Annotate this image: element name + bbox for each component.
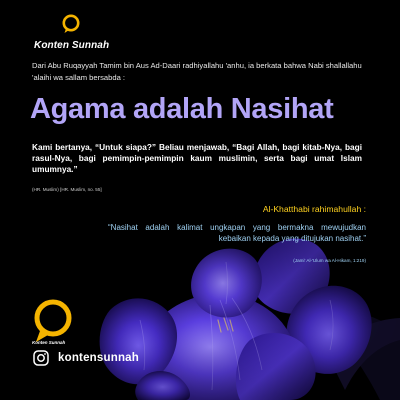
headline-title: Agama adalah Nasihat — [30, 93, 334, 125]
brand-name: Konten Sunnah — [34, 40, 110, 51]
quote-reference: (Jami' Al-'Ulum wa Al-Hikam, 1:219) — [293, 258, 366, 263]
instagram-icon — [33, 350, 49, 366]
hadith-intro: Dari Abu Ruqayyah Tamim bin Aus Ad-Daari radhiyallahu 'anhu, ia berkata bahwa Nabi shallallahu 'alaihi wa sallam bersabda : — [32, 61, 362, 82]
brand-logo-top — [34, 14, 114, 56]
hadith-reference: (HR. Muslim) [HR. Muslim, no. 55] — [32, 187, 102, 192]
social-handle[interactable] — [33, 349, 139, 367]
speech-bubble-icon — [61, 14, 81, 34]
speech-bubble-icon — [30, 298, 76, 344]
hadith-text: Kami bertanya, “Untuk siapa?” Beliau menjawab, “Bagi Allah, bagi kitab-Nya, bagi rasul-Nya, bagi pemimpin-pemimpin kaum muslimin, serta bagi umat Islam umumnya.” — [32, 142, 362, 174]
brand-name-small: Konten Sunnah — [32, 340, 66, 345]
scholar-name: Al-Khatthabi rahimahullah : — [262, 204, 366, 214]
brand-logo-bottom — [30, 298, 90, 348]
scholar-quote: “Nasihat adalah kalimat ungkapan yang bermakna mewujudkan kebaikan kepada yang ditujukan nasihat.” — [108, 223, 366, 243]
instagram-handle[interactable]: kontensunnah — [58, 352, 139, 364]
